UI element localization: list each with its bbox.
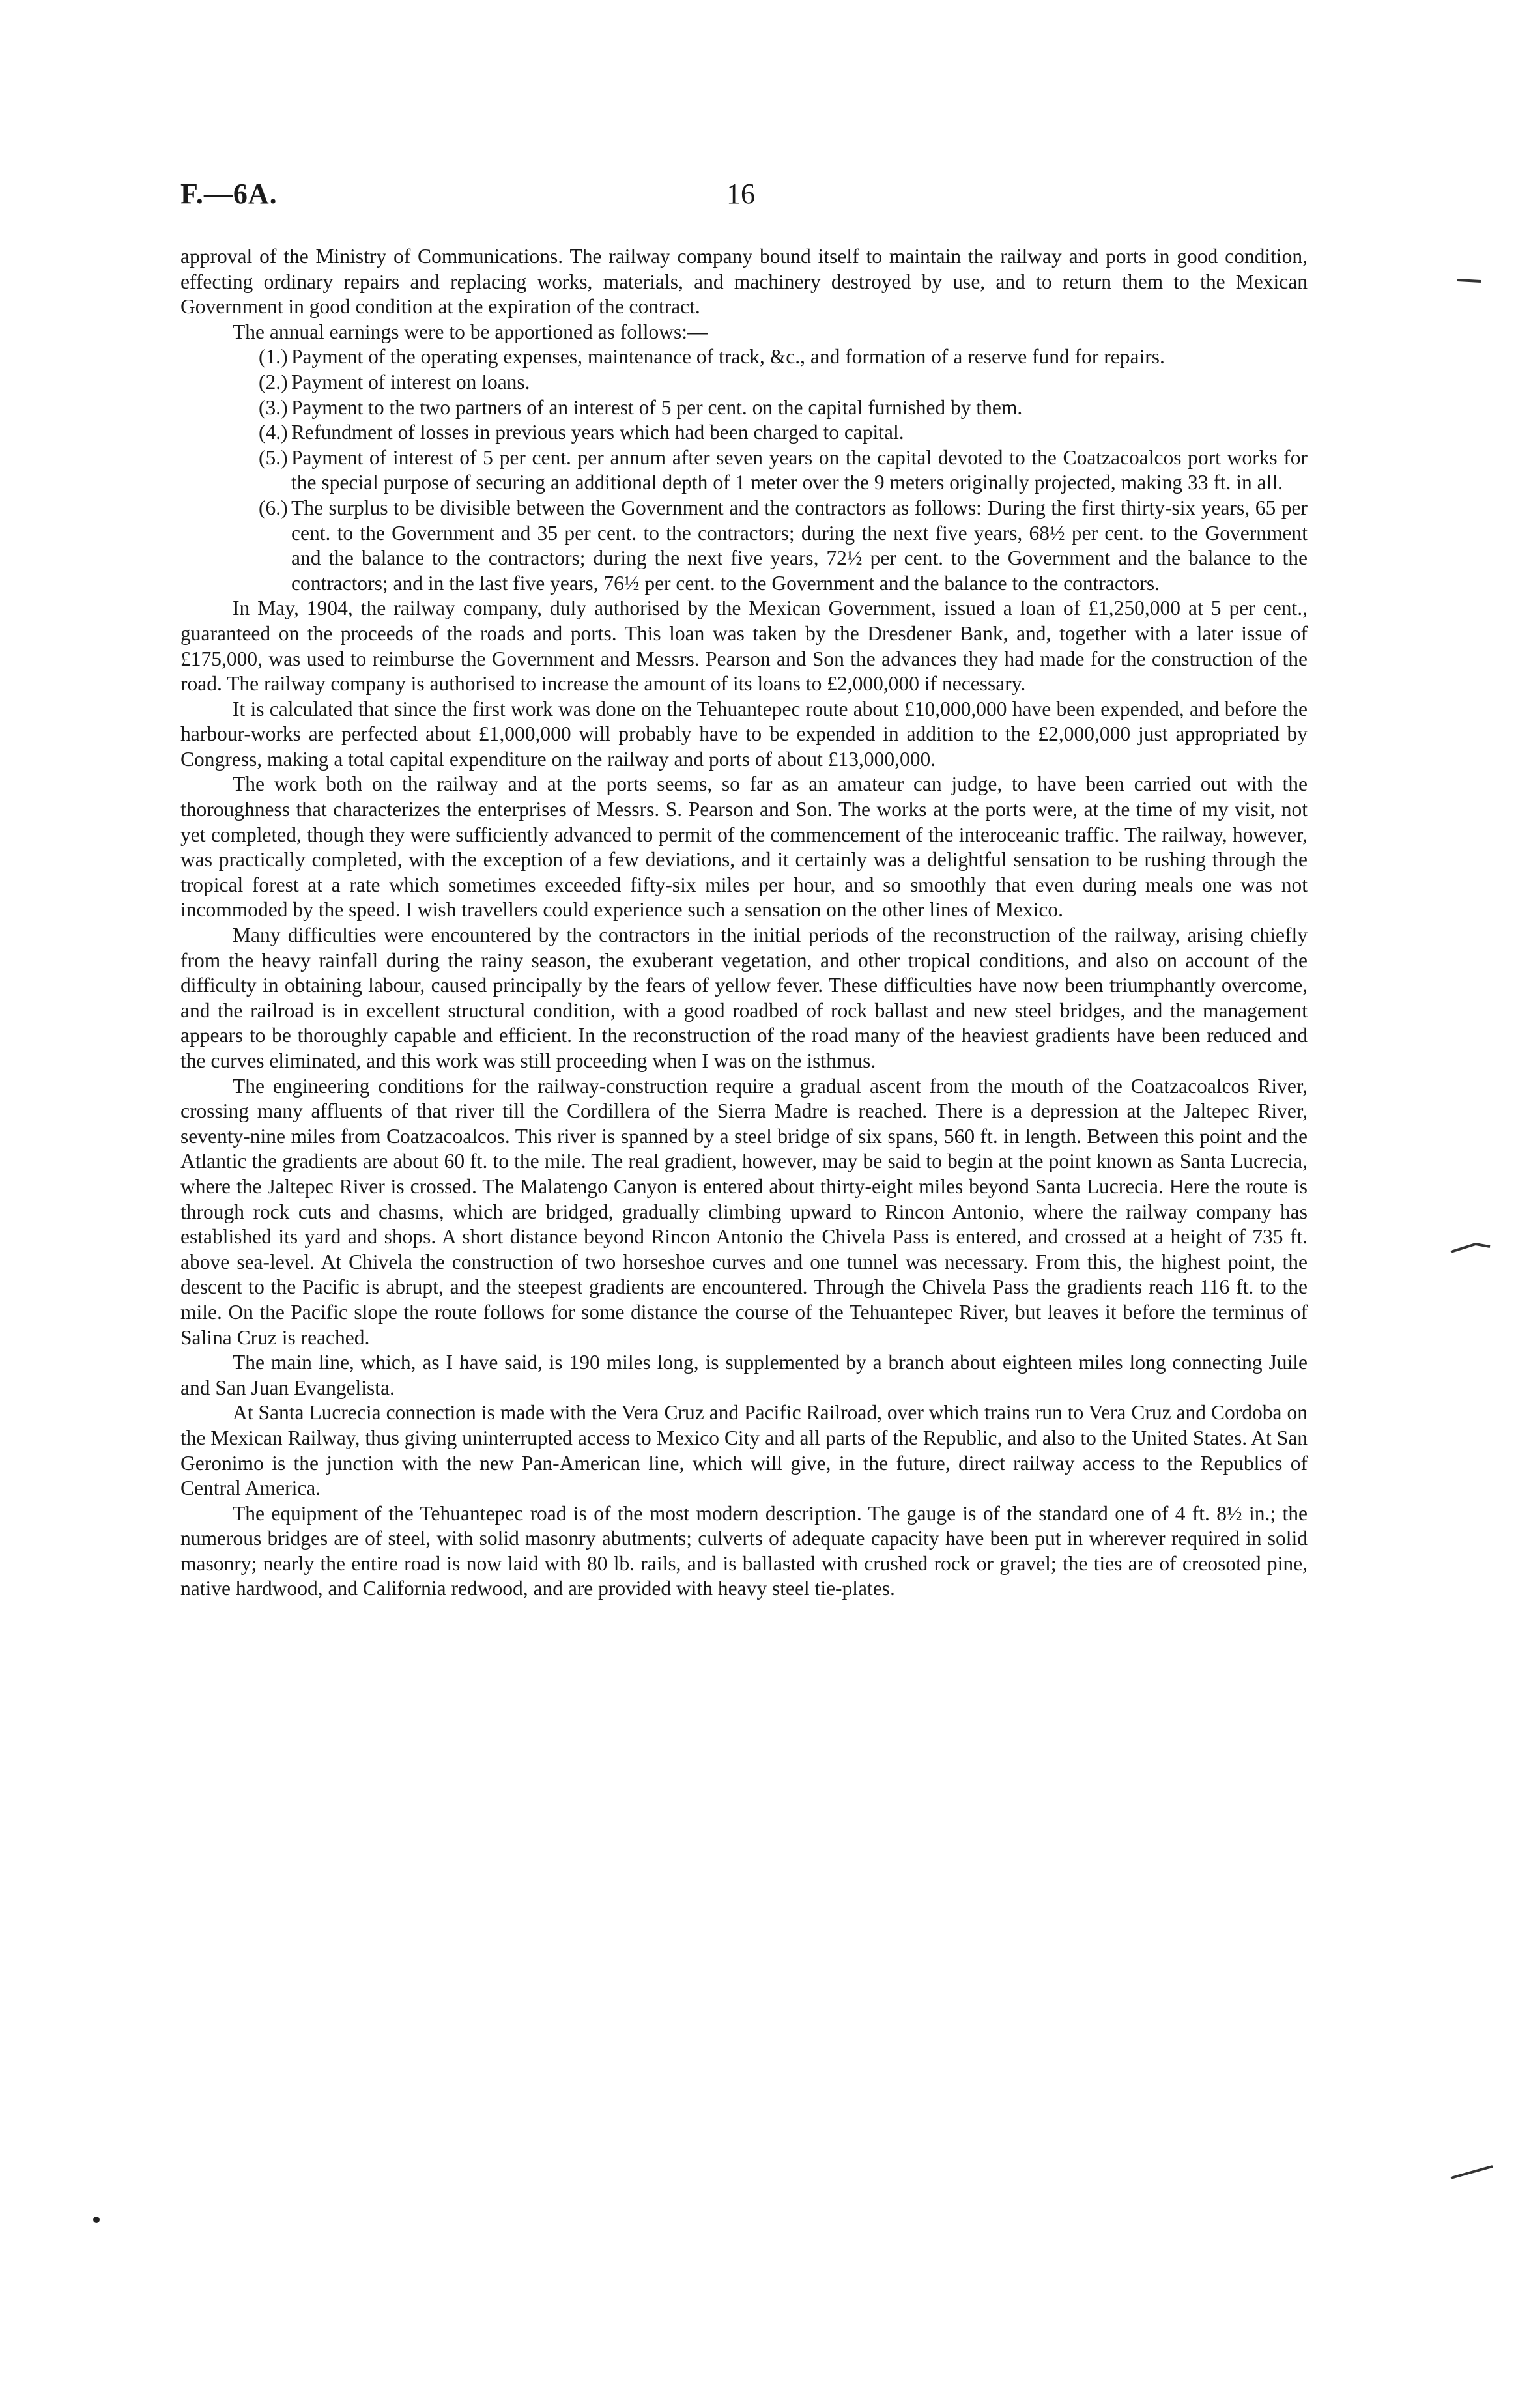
paragraph: approval of the Ministry of Communications. The railway company bound itself to maintain the railway and ports in good condition, effecting ordinary repairs and replacing works, materials, and machinery destroyed by use, and to return them to the Mexican Government in good condition at the expiration of the contract. (180, 245, 1308, 319)
list-number: (1.) (259, 345, 288, 369)
paragraph: The engineering conditions for the railway-construction require a gradual ascent from the mouth of the Coatzacoalcos River, crossing many affluents of that river till the Cordillera of the Sierra Madre is reached. There is a depression at the Jaltepec River, seventy-nine miles from Coatzacoalcos. This river is spanned by a steel bridge of six spans, 560 ft. in length. Between this point and the Atlantic the gradients are about 60 ft. to the mile. The real gradient, however, may be said to begin at the point known as Santa Lucrecia, where the Jaltepec River is crossed. The Malatengo Canyon is entered about thirty-eight miles beyond Santa Lucrecia. Here the route is through rock cuts and chasms, which are bridged, gradually climbing upward to Rincon Antonio, where the railway company has established its yard and shops. A short distance beyond Rincon Antonio the Chivela Pass is entered, and crossed at a height of 735 ft. above sea-level. At Chivela the construction of two horseshoe curves and one tunnel was necessary. From this, the highest point, the descent to the Pacific is abrupt, and the steepest gradients are encountered. Through the Chivela Pass the gradients reach 116 ft. to the mile. On the Pacific slope the route follows for some distance the course of the Tehuantepec River, but leaves it before the terminus of Salina Cruz is reached. (180, 1074, 1308, 1349)
list-item (180, 420, 1308, 446)
paragraph: Many difficulties were encountered by the contractors in the initial periods of the reconstruction of the railway, arising chiefly from the heavy rainfall during the rainy season, the exuberant vegetation, and other tropical conditions, and also on account of the difficulty in obtaining labour, caused principally by the fears of yellow fever. These difficulties have now been triumphantly overcome, and the railroad is in excellent structural condition, with a good roadbed of rock ballast and new steel bridges, and the management appears to be thoroughly capable and efficient. In the reconstruction of the road many of the heaviest gradients have been reduced and the curves eliminated, and this work was still proceeding when I was on the isthmus. (180, 924, 1308, 1072)
margin-dash-mark (1456, 277, 1482, 283)
document-reference: F.—6A. (180, 178, 278, 210)
paragraph: At Santa Lucrecia connection is made with the Vera Cruz and Pacific Railroad, over which trains run to Vera Cruz and Cordoba on the Mexican Railway, thus giving uninterrupted access to Mexico City and all parts of the Republic, and also to the United States. At San Geronimo is the junction with the new Pan-American line, which will give, in the future, direct railway access to the Republics of Central America. (180, 1401, 1308, 1500)
paragraph: It is calculated that since the first work was done on the Tehuantepec route about £10,000,000 have been expended, and before the harbour-works are perfected about £1,000,000 will probably have to be expended in addition to the £2,000,000 just appropriated by Congress, making a total capital expenditure on the railway and ports of about £13,000,000. (180, 697, 1308, 771)
list-number: (5.) (259, 446, 288, 469)
list-item (180, 370, 1308, 395)
paragraph: The annual earnings were to be apportioned as follows:— (233, 320, 708, 343)
paragraph: The equipment of the Tehuantepec road is of the most modern description. The gauge is of the standard one of 4 ft. 8½ in.; the numerous bridges are of steel, with solid masonry abutments; culverts of adequate capacity have been put in wherever required in solid masonry; nearly the entire road is now laid with 80 lb. rails, and is ballasted with crushed rock or gravel; the ties are of creosoted pine, native hardwood, and California redwood, and are provided with heavy steel tie-plates. (180, 1501, 1308, 1600)
apportionment-list (180, 345, 1308, 596)
list-text: Payment of interest of 5 per cent. per annum after seven years on the capital devoted to the Coatzacoalcos port works for the special purpose of securing an additional depth of 1 meter over the 9 meters originally projected, making 33 ft. in all. (291, 446, 1308, 494)
page-header (180, 177, 1308, 216)
margin-pen-mark (1450, 2162, 1495, 2182)
list-number: (6.) (259, 496, 288, 519)
paragraph: The work both on the railway and at the ports seems, so far as an amateur can judge, to have been carried out with the thoroughness that characterizes the enterprises of Messrs. S. Pearson and Son. The works at the ports were, at the time of my visit, not yet completed, though they were sufficiently advanced to permit of the commencement of the interoceanic traffic. The railway, however, was practically completed, with the exception of a few deviations, and it certainly was a delightful sensation to be rushing through the tropical forest at a rate which sometimes exceeded fifty-six miles per hour, and so smoothly that even during meals one was not incommoded by the speed. I wish travellers could experience such a sensation on the other lines of Mexico. (180, 772, 1308, 922)
list-text: The surplus to be divisible between the Government and the contractors as follows: During the first thirty-six years, 65 per cent. to the Government and 35 per cent. to the contractors; during the next five years, 68½ per cent. to the Government and the balance to the contractors; during the next five years, 72½ per cent. to the Government and the balance to the contractors; and in the last five years, 76½ per cent. to the Government and the balance to the contractors. (291, 496, 1308, 595)
margin-pen-mark (1450, 1238, 1495, 1257)
list-text: Payment of the operating expenses, maintenance of track, &c., and formation of a reserve fund for repairs. (291, 345, 1165, 369)
list-item (180, 446, 1308, 496)
list-text: Payment of interest on loans. (291, 370, 530, 393)
list-number: (2.) (259, 370, 288, 393)
paragraph: The main line, which, as I have said, is 190 miles long, is supplemented by a branch about eighteen miles long connecting Juile and San Juan Evangelista. (180, 1351, 1308, 1399)
list-number: (4.) (259, 421, 288, 444)
list-item (180, 395, 1308, 421)
list-text: Payment to the two partners of an interest of 5 per cent. on the capital furnished by them. (291, 395, 1023, 419)
list-number: (3.) (259, 395, 288, 419)
body-text (180, 244, 1308, 1602)
list-item (180, 496, 1308, 596)
page-number: 16 (726, 178, 755, 210)
list-text: Refundment of losses in previous years which had been charged to capital. (291, 421, 904, 444)
list-item (180, 345, 1308, 370)
paragraph: In May, 1904, the railway company, duly authorised by the Mexican Government, issued a loan of £1,250,000 at 5 per cent., guaranteed on the proceeds of the roads and ports. This loan was taken by the Dresdener Bank, and, together with a later issue of £175,000, was used to reimburse the Government and Messrs. Pearson and Son the advances they had made for the construction of the road. The railway company is authorised to increase the amount of its loans to £2,000,000 if necessary. (180, 597, 1308, 696)
margin-dot-mark (91, 2215, 102, 2225)
